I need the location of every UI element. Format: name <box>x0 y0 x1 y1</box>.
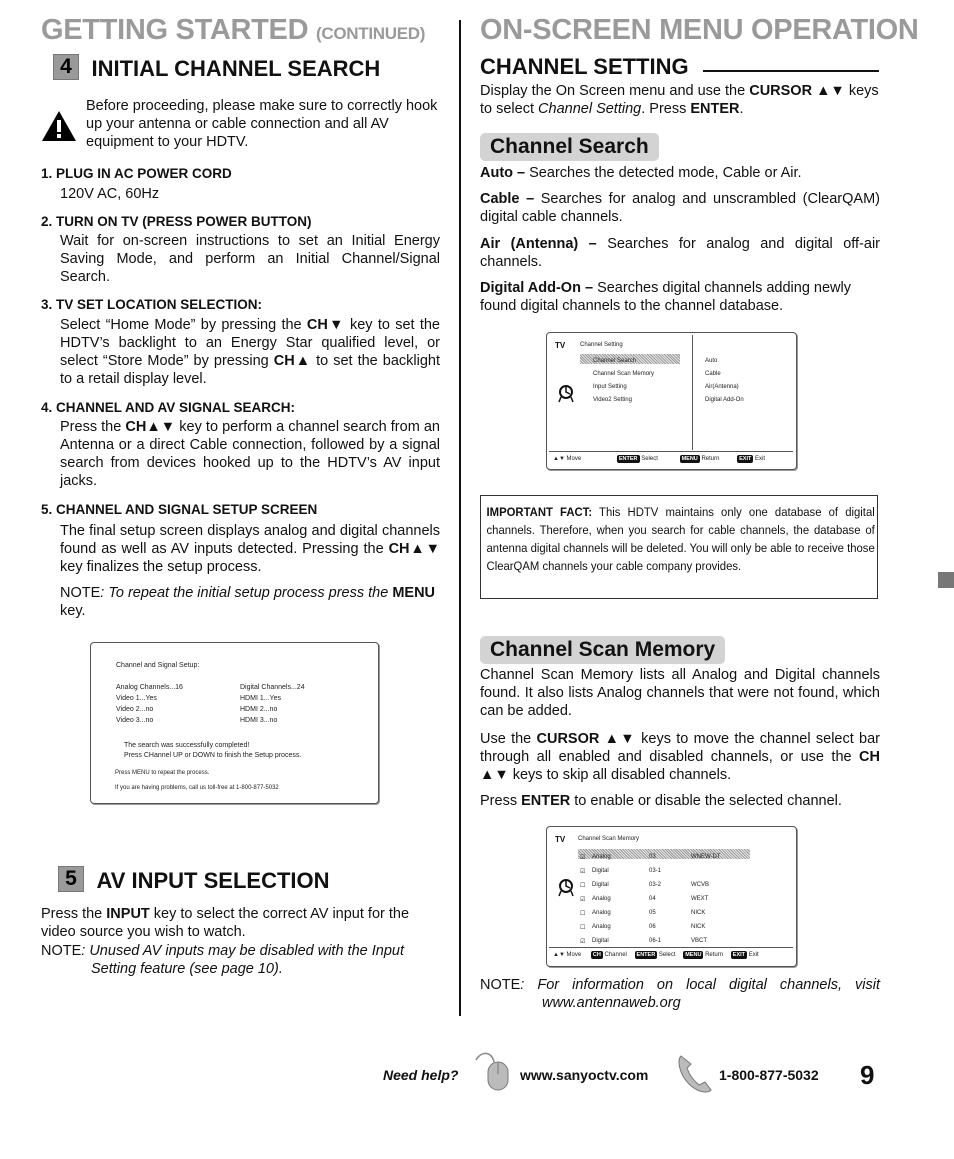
scan-footer-rule <box>549 947 793 948</box>
section-4-title: INITIAL CHANNEL SEARCH <box>91 55 381 81</box>
page-heading-right: ON-SCREEN MENU OPERATION <box>480 14 919 46</box>
note-unused-inputs: NOTE: Unused AV inputs may be disabled with the Input Setting feature (see page 10). <box>41 943 404 977</box>
table-row: ☐ Analog 06 NICK <box>580 924 706 931</box>
step-4-title: 4. CHANNEL AND AV SIGNAL SEARCH: <box>41 400 296 415</box>
step-3-title: 3. TV SET LOCATION SELECTION: <box>41 297 263 312</box>
setup-screen-title: Channel and Signal Setup: <box>116 662 200 669</box>
scan-rows <box>580 850 780 948</box>
scan-footer: ▲▼ Move CH Channel ENTER Select MENU Return EXIT Exit <box>553 952 759 958</box>
note-antennaweb: NOTE: For information on local digital channels, visit www.antennaweb.org <box>480 977 880 1011</box>
step-5-title: 5. CHANNEL AND SIGNAL SETUP SCREEN <box>41 502 318 517</box>
section-4-heading <box>53 54 380 80</box>
table-row: ☑ Analog 03 WNEW-DT <box>580 854 721 861</box>
setup-success-message: The search was successfully completed! <box>124 742 250 749</box>
cable-description: Cable – Searches for analog and unscrambled (ClearQAM) digital cable channels. <box>480 191 880 225</box>
menu-satellite-icon <box>557 383 575 403</box>
step-4-body: Press the CH▲▼ key to perform a channel search from an Antenna or a direct Cable connection, followed by a signal search from devices hooked up to the HDTV’s AV input jacks. <box>60 419 440 489</box>
menu-pane-divider <box>692 335 693 450</box>
menu-footer-rule <box>549 451 793 452</box>
step-3-body: Select “Home Mode” by pressing the CH▼ key to set the HDTV’s backlight to an Energy Star qualified level, or select “Store Mode” by pressing CH▲ to set the backlight to a retail display level. <box>60 317 441 387</box>
auto-description: Auto – Searches the detected mode, Cable or Air. <box>480 165 802 181</box>
step-2-title: 2. TURN ON TV (PRESS POWER BUTTON) <box>41 214 312 229</box>
av-input-body: Press the INPUT key to select the correct AV input for the video source you wish to watch. <box>41 906 410 940</box>
important-fact-text: IMPORTANT FACT: This HDTV maintains only one database of digital channels. Therefore, when you search for cable channels, the database of antenna digital channels will be deleted. You will only be able to receive those ClearQAM channels your cable company provides. <box>486 505 875 573</box>
channel-search-pill: Channel Search <box>480 133 659 161</box>
scan-memory-p3: Press ENTER to enable or disable the selected channel. <box>480 793 842 809</box>
mouse-icon <box>472 1046 514 1092</box>
setup-right-rows: Digital Channels...24 HDMI 1...Yes HDMI 2...no HDMI 3...no <box>240 684 305 724</box>
scan-tv-label: TV <box>555 835 566 844</box>
scan-satellite-icon <box>557 877 575 897</box>
table-row: ☑ Digital 06-1 VBCT <box>580 938 708 945</box>
digital-addon-description: Digital Add-On – Searches digital channels adding newly found digital channels to the channel database. <box>480 280 851 314</box>
support-phone: 1-800-877-5032 <box>719 1067 819 1083</box>
menu-options: Auto Cable Air(Antenna) Digital Add-On <box>705 358 744 403</box>
table-row: ☐ Digital 03-2 WCVB <box>580 882 709 889</box>
important-fact-box <box>480 495 878 599</box>
setup-repeat-message: Press MENU to repeat the process. <box>115 770 210 776</box>
page-edge-tab <box>938 572 954 588</box>
section-number-5: 5 <box>58 866 84 892</box>
channel-scan-memory-pill: Channel Scan Memory <box>480 636 725 664</box>
setup-screen-illustration <box>90 642 379 804</box>
warning-text: Before proceeding, please make sure to correctly hook up your antenna or cable connection and all AV equipment to your HDTV. <box>86 98 438 150</box>
table-row: ☑ Analog 04 WEXT <box>580 896 709 903</box>
table-row: ☐ Analog 05 NICK <box>580 910 706 917</box>
step-2-body: Wait for on-screen instructions to set an Initial Energy Saving Mode, and perform an Initial Channel/Signal Search. <box>60 233 440 285</box>
menu-footer: ▲▼ Move ENTER Select MENU Return EXIT Exit <box>553 456 766 462</box>
menu-items: Channel Search Channel Scan Memory Input Setting Video2 Setting <box>593 358 655 403</box>
page-number: 9 <box>860 1060 875 1090</box>
section-number-4: 4 <box>53 54 79 80</box>
step-1-title: 1. PLUG IN AC POWER CORD <box>41 166 232 181</box>
support-website[interactable]: www.sanyoctv.com <box>520 1067 649 1083</box>
note-repeat-setup: NOTE: To repeat the initial setup process press the MENU key. <box>60 585 436 619</box>
section-5-heading <box>58 866 330 892</box>
scan-memory-p1: Channel Scan Memory lists all Analog and Digital channels found. It also lists Analog channels that were not found, which can be added. <box>480 667 880 719</box>
tv-label: TV <box>555 341 566 350</box>
table-row: ☑ Digital 03-1 <box>580 868 662 875</box>
section-5-title: AV INPUT SELECTION <box>96 867 330 893</box>
step-5-body: The final setup screen displays analog and digital channels found as well as AV inputs detected. Pressing the CH▲▼ key finalizes the setup process. <box>60 523 440 575</box>
need-help-label: Need help? <box>383 1067 459 1083</box>
page-heading-left: GETTING STARTED (CONTINUED) <box>41 14 426 46</box>
setup-left-rows: Analog Channels...16 Video 1...Yes Video 2...no Video 3...no <box>116 684 183 724</box>
setup-finish-message: Press CHannel UP or DOWN to finish the Setup process. <box>124 752 302 759</box>
menu-heading: Channel Setting <box>580 342 623 348</box>
warning-icon <box>41 110 77 142</box>
scan-memory-p2: Use the CURSOR ▲▼ keys to move the channel select bar through all enabled and disabled channels, or use the CH ▲▼ keys to skip all disabled channels. <box>480 731 880 783</box>
channel-setting-heading: CHANNEL SETTING <box>480 54 689 79</box>
channel-setting-screen-illustration <box>546 332 797 470</box>
scan-heading: Channel Scan Memory <box>578 836 640 842</box>
column-divider <box>459 20 461 1016</box>
setup-help-message: If you are having problems, call us toll-free at 1-800-877-5032 <box>115 785 279 791</box>
scan-memory-screen-illustration <box>546 826 797 967</box>
step-1-body: 120V AC, 60Hz <box>60 186 160 202</box>
air-description: Air (Antenna) – Searches for analog and digital off-air channels. <box>480 236 880 270</box>
phone-icon <box>675 1052 715 1094</box>
heading-rule <box>703 70 879 72</box>
channel-setting-intro: Display the On Screen menu and use the CURSOR ▲▼ keys to select Channel Setting. Press ENTER. <box>480 83 879 117</box>
